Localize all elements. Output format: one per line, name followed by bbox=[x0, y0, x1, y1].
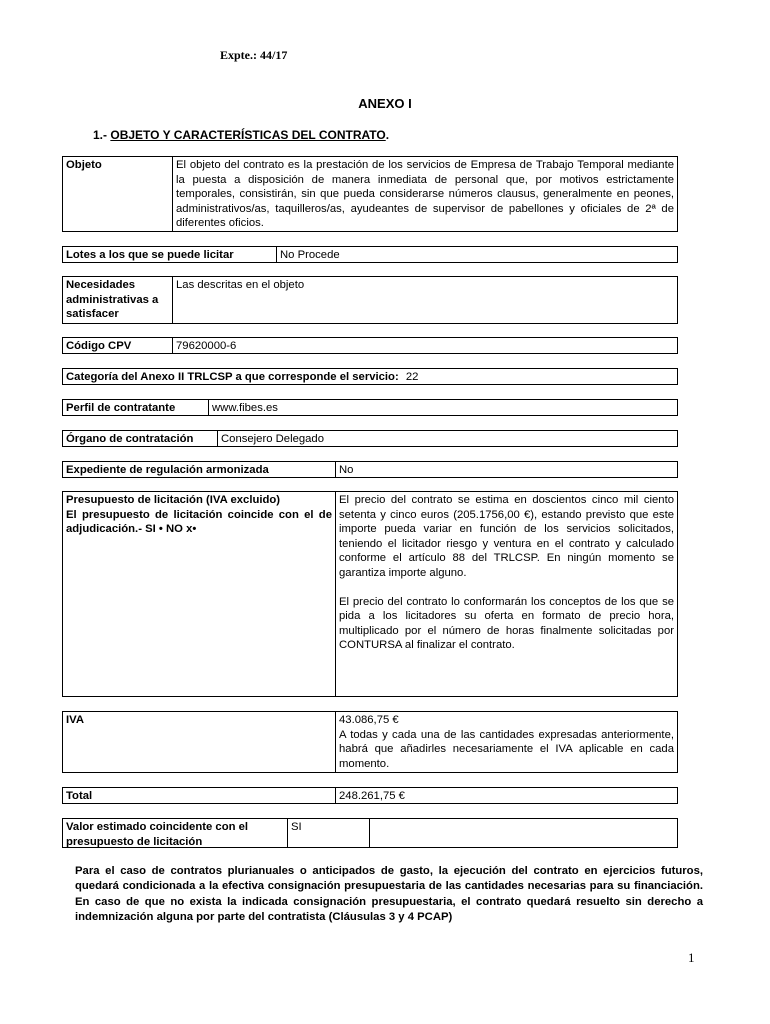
expediente-label: Expediente de regulación armonizada bbox=[66, 464, 269, 476]
organo-value: Consejero Delegado bbox=[217, 431, 677, 446]
presupuesto-para1: El precio del contrato se estima en doscientos cinco mil ciento setenta y cinco euros (205.1756,00 €), estando previsto que este importe pueda variar en función de los servicios solicitados, teniendo el licitador riesgo y ventura en el contrato y calculado conforme el artículo 88 del TRLCSP. En ningún momento se garantiza importe alguno. bbox=[339, 494, 674, 579]
lotes-value: No Procede bbox=[276, 247, 677, 262]
iva-text bbox=[335, 712, 677, 772]
financing-note: Para el caso de contratos plurianuales o anticipados de gasto, la ejecución del contrato en ejercicios futuros, quedará condicionada a la efectiva consignación presupuestaria de las cantidades necesarias para su financiación. En caso de que no exista la indicada consignación presupuestaria, el contrato quedará resuelto sin derecho a indemnización alguna por parte del contratista (Cláusulas 3 y 4 PCAP) bbox=[75, 865, 703, 924]
section-suffix: . bbox=[385, 128, 390, 142]
organo-row bbox=[62, 430, 678, 447]
cpv-label: Código CPV bbox=[66, 340, 132, 352]
iva-description: A todas y cada una de las cantidades expresadas anteriormente, habrá que añadirles necesariamente el IVA aplicable en cada momento. bbox=[339, 728, 674, 770]
organo-label: Órgano de contratación bbox=[66, 433, 194, 445]
valor-estimado-extra bbox=[369, 819, 677, 847]
objeto-row bbox=[62, 156, 678, 232]
presupuesto-para2: El precio del contrato lo conformarán los conceptos de los que se pida a los licitadores su oferta en formato de precio hora, multiplicado por el número de horas finalmente solicitadas por CONTURSA al finalizar el contrato. bbox=[339, 595, 674, 652]
presupuesto-label bbox=[63, 492, 335, 696]
expediente-row bbox=[62, 461, 678, 478]
total-value: 248.261,75 € bbox=[335, 788, 677, 803]
iva-amount: 43.086,75 € bbox=[339, 714, 399, 726]
necesidades-value: Las descritas en el objeto bbox=[172, 277, 677, 323]
annex-title: ANEXO I bbox=[358, 96, 412, 111]
objeto-label: Objeto bbox=[66, 159, 102, 171]
perfil-value: www.fibes.es bbox=[208, 400, 677, 415]
expediente-value: No bbox=[335, 462, 677, 477]
iva-row bbox=[62, 711, 678, 773]
valor-estimado-row bbox=[62, 818, 678, 848]
presupuesto-label-line1: Presupuesto de licitación (IVA excluido) bbox=[66, 494, 281, 506]
valor-estimado-label: Valor estimado coincidente con el presupuesto de licitación bbox=[66, 821, 249, 848]
page-number: 1 bbox=[688, 950, 695, 965]
presupuesto-label-line2: El presupuesto de licitación coincide con el de adjudicación.- SI • NO x• bbox=[66, 508, 332, 536]
perfil-label: Perfil de contratante bbox=[66, 402, 176, 414]
cpv-value: 79620000-6 bbox=[172, 338, 677, 353]
expediente-number: Expte.: 44/17 bbox=[220, 48, 288, 62]
necesidades-row bbox=[62, 276, 678, 324]
objeto-text: El objeto del contrato es la prestación de los servicios de Empresa de Trabajo Temporal mediante la puesta a disposición de manera inmediata de personal que, por motivos estrictamente temporales, consistirán, sin que pueda considerarse números clausus, generalmente en peones, administrativos/as, taquilleros/as, ayudeantes de supervisor de pabellones y oficiales de 2ª de diferentes oficios. bbox=[172, 157, 677, 231]
section-number: 1.- bbox=[93, 128, 108, 142]
lotes-label: Lotes a los que se puede licitar bbox=[66, 249, 234, 261]
section-heading bbox=[93, 128, 389, 142]
total-label: Total bbox=[66, 790, 93, 802]
necesidades-label: Necesidades administrativas a satisfacer bbox=[66, 279, 159, 321]
lotes-row bbox=[62, 246, 678, 263]
total-row bbox=[62, 787, 678, 804]
presupuesto-row bbox=[62, 491, 678, 697]
categoria-row bbox=[62, 368, 678, 385]
perfil-row bbox=[62, 399, 678, 416]
presupuesto-text bbox=[335, 492, 677, 696]
valor-estimado-value: SI bbox=[287, 819, 369, 847]
categoria-label: Categoría del Anexo II TRLCSP a que corresponde el servicio: bbox=[66, 371, 399, 383]
iva-label: IVA bbox=[66, 714, 84, 726]
categoria-value: 22 bbox=[405, 371, 419, 383]
section-title: OBJETO Y CARACTERÍSTICAS DEL CONTRATO bbox=[110, 128, 386, 142]
cpv-row bbox=[62, 337, 678, 354]
